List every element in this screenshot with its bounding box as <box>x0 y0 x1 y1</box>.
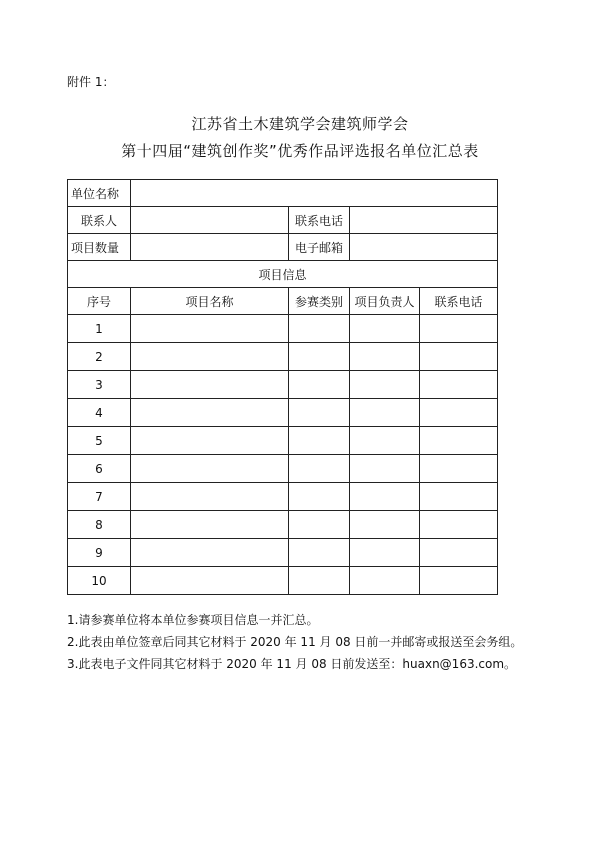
unit-name-row <box>68 180 498 207</box>
row-number: 8 <box>68 511 131 539</box>
project-name-cell[interactable] <box>131 371 289 399</box>
unit-name-field[interactable] <box>131 180 498 207</box>
contact-field[interactable] <box>131 207 289 234</box>
column-header-project-name: 项目名称 <box>131 288 289 315</box>
row-number: 4 <box>68 399 131 427</box>
project-lead-cell[interactable] <box>350 427 420 455</box>
column-header-phone: 联系电话 <box>420 288 498 315</box>
project-name-cell[interactable] <box>131 343 289 371</box>
email-field[interactable] <box>350 234 498 261</box>
column-header-index: 序号 <box>68 288 131 315</box>
project-info-heading: 项目信息 <box>68 261 498 288</box>
category-cell[interactable] <box>289 455 350 483</box>
phone-cell[interactable] <box>420 483 498 511</box>
project-lead-cell[interactable] <box>350 567 420 595</box>
project-name-cell[interactable] <box>131 483 289 511</box>
project-lead-cell[interactable] <box>350 511 420 539</box>
project-name-cell[interactable] <box>131 399 289 427</box>
phone-cell[interactable] <box>420 371 498 399</box>
table-row <box>68 539 498 567</box>
project-lead-cell[interactable] <box>350 399 420 427</box>
row-number: 3 <box>68 371 131 399</box>
attachment-label: 附件 1： <box>67 75 115 89</box>
row-number: 7 <box>68 483 131 511</box>
project-rows <box>68 315 498 595</box>
document-title-line2: 第十四届“建筑创作奖”优秀作品评选报名单位汇总表 <box>121 142 479 160</box>
project-lead-cell[interactable] <box>350 343 420 371</box>
table-row <box>68 315 498 343</box>
phone-cell[interactable] <box>420 511 498 539</box>
row-number: 9 <box>68 539 131 567</box>
row-number: 5 <box>68 427 131 455</box>
note-3: 3.此表电子文件同其它材料于 2020 年 11 月 08 日前发送至：huaxn@163.com。 <box>67 657 517 671</box>
unit-name-label: 单位名称 <box>68 180 131 207</box>
phone-cell[interactable] <box>420 343 498 371</box>
project-lead-cell[interactable] <box>350 539 420 567</box>
note-2: 2.此表由单位签章后同其它材料于 2020 年 11 月 08 日前一并邮寄或报送至会务组。 <box>67 635 523 649</box>
category-cell[interactable] <box>289 483 350 511</box>
category-cell[interactable] <box>289 343 350 371</box>
table-row <box>68 455 498 483</box>
row-number: 10 <box>68 567 131 595</box>
phone-cell[interactable] <box>420 315 498 343</box>
table-row <box>68 483 498 511</box>
column-header-category: 参赛类别 <box>289 288 350 315</box>
project-name-cell[interactable] <box>131 539 289 567</box>
contact-phone-label: 联系电话 <box>289 207 350 234</box>
category-cell[interactable] <box>289 315 350 343</box>
project-name-cell[interactable] <box>131 427 289 455</box>
project-lead-cell[interactable] <box>350 315 420 343</box>
project-name-cell[interactable] <box>131 567 289 595</box>
project-count-label: 项目数量 <box>68 234 131 261</box>
registration-form-table <box>67 179 498 595</box>
category-cell[interactable] <box>289 511 350 539</box>
category-cell[interactable] <box>289 539 350 567</box>
note-1: 1.请参赛单位将本单位参赛项目信息一并汇总。 <box>67 613 319 627</box>
phone-cell[interactable] <box>420 567 498 595</box>
row-number: 2 <box>68 343 131 371</box>
contact-label: 联系人 <box>68 207 131 234</box>
category-cell[interactable] <box>289 427 350 455</box>
project-name-cell[interactable] <box>131 315 289 343</box>
row-number: 6 <box>68 455 131 483</box>
category-cell[interactable] <box>289 371 350 399</box>
table-row <box>68 343 498 371</box>
phone-cell[interactable] <box>420 455 498 483</box>
email-label: 电子邮箱 <box>289 234 350 261</box>
row-number: 1 <box>68 315 131 343</box>
project-count-row <box>68 234 498 261</box>
table-row <box>68 567 498 595</box>
phone-cell[interactable] <box>420 399 498 427</box>
project-name-cell[interactable] <box>131 511 289 539</box>
phone-cell[interactable] <box>420 427 498 455</box>
table-row <box>68 511 498 539</box>
notes <box>67 609 522 675</box>
project-lead-cell[interactable] <box>350 483 420 511</box>
document-title-line1: 江苏省土木建筑学会建筑师学会 <box>191 115 409 133</box>
project-lead-cell[interactable] <box>350 455 420 483</box>
category-cell[interactable] <box>289 567 350 595</box>
project-name-cell[interactable] <box>131 455 289 483</box>
column-header-project-lead: 项目负责人 <box>350 288 420 315</box>
table-row <box>68 427 498 455</box>
table-row <box>68 371 498 399</box>
contact-row <box>68 207 498 234</box>
phone-cell[interactable] <box>420 539 498 567</box>
contact-phone-field[interactable] <box>350 207 498 234</box>
project-lead-cell[interactable] <box>350 371 420 399</box>
column-header-row <box>68 288 498 315</box>
project-info-row <box>68 261 498 288</box>
project-count-field[interactable] <box>131 234 289 261</box>
category-cell[interactable] <box>289 399 350 427</box>
table-row <box>68 399 498 427</box>
